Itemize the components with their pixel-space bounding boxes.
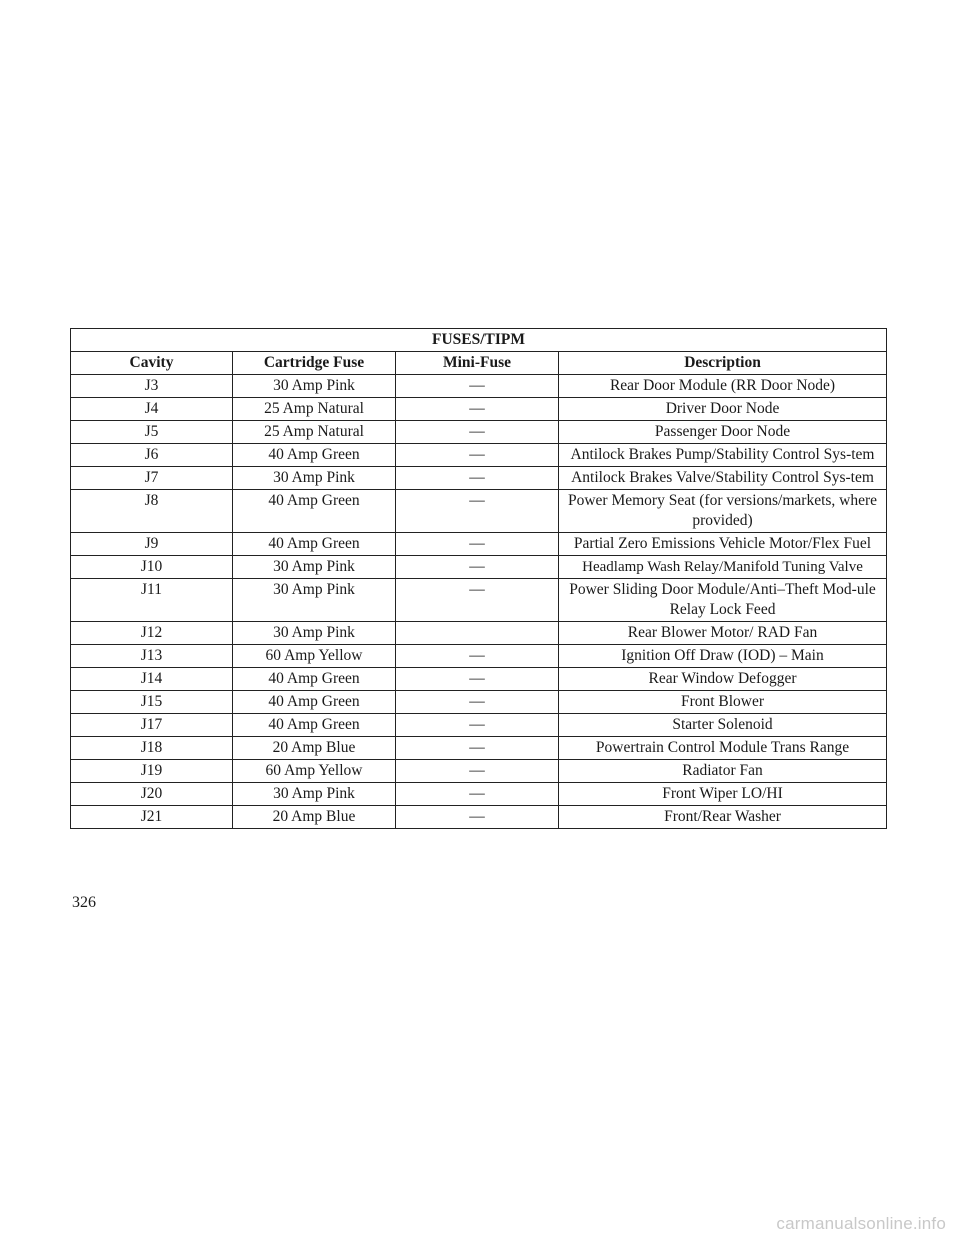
cell-mini: [396, 622, 559, 645]
cell-mini: —: [396, 556, 559, 579]
table-body: [71, 375, 887, 829]
table-row: [71, 533, 887, 556]
cell-description: Antilock Brakes Pump/Stability Control Sys-tem: [559, 444, 887, 467]
cell-cartridge: 30 Amp Pink: [233, 467, 396, 490]
cell-cartridge: 30 Amp Pink: [233, 622, 396, 645]
cell-description: Rear Door Module (RR Door Node): [559, 375, 887, 398]
table-row: [71, 668, 887, 691]
cell-description: Front Wiper LO/HI: [559, 783, 887, 806]
cell-description: Front Blower: [559, 691, 887, 714]
cell-description: Rear Blower Motor/ RAD Fan: [559, 622, 887, 645]
page-number: 326: [72, 894, 96, 911]
cell-mini: —: [396, 579, 559, 622]
cell-cavity: J18: [71, 737, 233, 760]
cell-cartridge: 40 Amp Green: [233, 490, 396, 533]
cell-mini: —: [396, 490, 559, 533]
cell-mini: —: [396, 760, 559, 783]
table-row: [71, 622, 887, 645]
cell-cavity: J5: [71, 421, 233, 444]
table-row: [71, 783, 887, 806]
cell-cartridge: 60 Amp Yellow: [233, 760, 396, 783]
cell-description: Power Sliding Door Module/Anti–Theft Mod-ule Relay Lock Feed: [559, 579, 887, 622]
cell-mini: —: [396, 668, 559, 691]
cell-mini: —: [396, 533, 559, 556]
cell-cartridge: 30 Amp Pink: [233, 579, 396, 622]
cell-mini: —: [396, 714, 559, 737]
cell-cartridge: 40 Amp Green: [233, 444, 396, 467]
table-row: [71, 691, 887, 714]
cell-cavity: J9: [71, 533, 233, 556]
cell-mini: —: [396, 737, 559, 760]
cell-cavity: J3: [71, 375, 233, 398]
cell-cavity: J21: [71, 806, 233, 829]
table-header-row: [71, 352, 887, 375]
cell-mini: —: [396, 467, 559, 490]
cell-cartridge: 40 Amp Green: [233, 691, 396, 714]
table-row: [71, 398, 887, 421]
cell-cavity: J8: [71, 490, 233, 533]
header-cavity: Cavity: [71, 352, 233, 375]
cell-mini: —: [396, 444, 559, 467]
cell-mini: —: [396, 421, 559, 444]
cell-description: Passenger Door Node: [559, 421, 887, 444]
cell-mini: —: [396, 783, 559, 806]
cell-cartridge: 40 Amp Green: [233, 668, 396, 691]
cell-cartridge: 20 Amp Blue: [233, 737, 396, 760]
table-row: [71, 467, 887, 490]
cell-description: Partial Zero Emissions Vehicle Motor/Flex Fuel: [559, 533, 887, 556]
cell-cavity: J17: [71, 714, 233, 737]
cell-cartridge: 25 Amp Natural: [233, 421, 396, 444]
cell-cartridge: 60 Amp Yellow: [233, 645, 396, 668]
fuses-tipm-table: [70, 328, 887, 829]
cell-mini: —: [396, 645, 559, 668]
cell-mini: —: [396, 375, 559, 398]
table-row: [71, 556, 887, 579]
header-mini-fuse: Mini-Fuse: [396, 352, 559, 375]
cell-mini: —: [396, 691, 559, 714]
cell-cartridge: 25 Amp Natural: [233, 398, 396, 421]
cell-description: Starter Solenoid: [559, 714, 887, 737]
cell-description: Front/Rear Washer: [559, 806, 887, 829]
table-row: [71, 806, 887, 829]
table-title-row: [71, 329, 887, 352]
cell-cavity: J10: [71, 556, 233, 579]
cell-cartridge: 40 Amp Green: [233, 714, 396, 737]
header-description: Description: [559, 352, 887, 375]
cell-cartridge: 30 Amp Pink: [233, 375, 396, 398]
watermark: carmanualsonline.info: [776, 1214, 946, 1233]
cell-cavity: J19: [71, 760, 233, 783]
cell-cartridge: 20 Amp Blue: [233, 806, 396, 829]
cell-cavity: J13: [71, 645, 233, 668]
cell-description: Power Memory Seat (for versions/markets, where provided): [559, 490, 887, 533]
table-row: [71, 737, 887, 760]
table-row: [71, 645, 887, 668]
cell-description: Ignition Off Draw (IOD) – Main: [559, 645, 887, 668]
cell-cavity: J11: [71, 579, 233, 622]
header-cartridge-fuse: Cartridge Fuse: [233, 352, 396, 375]
cell-description: Radiator Fan: [559, 760, 887, 783]
cell-mini: —: [396, 398, 559, 421]
cell-cavity: J4: [71, 398, 233, 421]
cell-cartridge: 30 Amp Pink: [233, 783, 396, 806]
table-row: [71, 375, 887, 398]
cell-mini: —: [396, 806, 559, 829]
cell-cavity: J14: [71, 668, 233, 691]
cell-description: Headlamp Wash Relay/Manifold Tuning Valve: [559, 556, 887, 579]
cell-cartridge: 40 Amp Green: [233, 533, 396, 556]
cell-cavity: J7: [71, 467, 233, 490]
table-row: [71, 421, 887, 444]
table-title: FUSES/TIPM: [71, 329, 887, 352]
cell-cavity: J12: [71, 622, 233, 645]
cell-cavity: J20: [71, 783, 233, 806]
table-row: [71, 490, 887, 533]
cell-cavity: J15: [71, 691, 233, 714]
cell-cavity: J6: [71, 444, 233, 467]
table-row: [71, 444, 887, 467]
cell-cartridge: 30 Amp Pink: [233, 556, 396, 579]
table-row: [71, 760, 887, 783]
cell-description: Antilock Brakes Valve/Stability Control Sys-tem: [559, 467, 887, 490]
cell-description: Powertrain Control Module Trans Range: [559, 737, 887, 760]
cell-description: Driver Door Node: [559, 398, 887, 421]
table-row: [71, 579, 887, 622]
cell-description: Rear Window Defogger: [559, 668, 887, 691]
table-row: [71, 714, 887, 737]
